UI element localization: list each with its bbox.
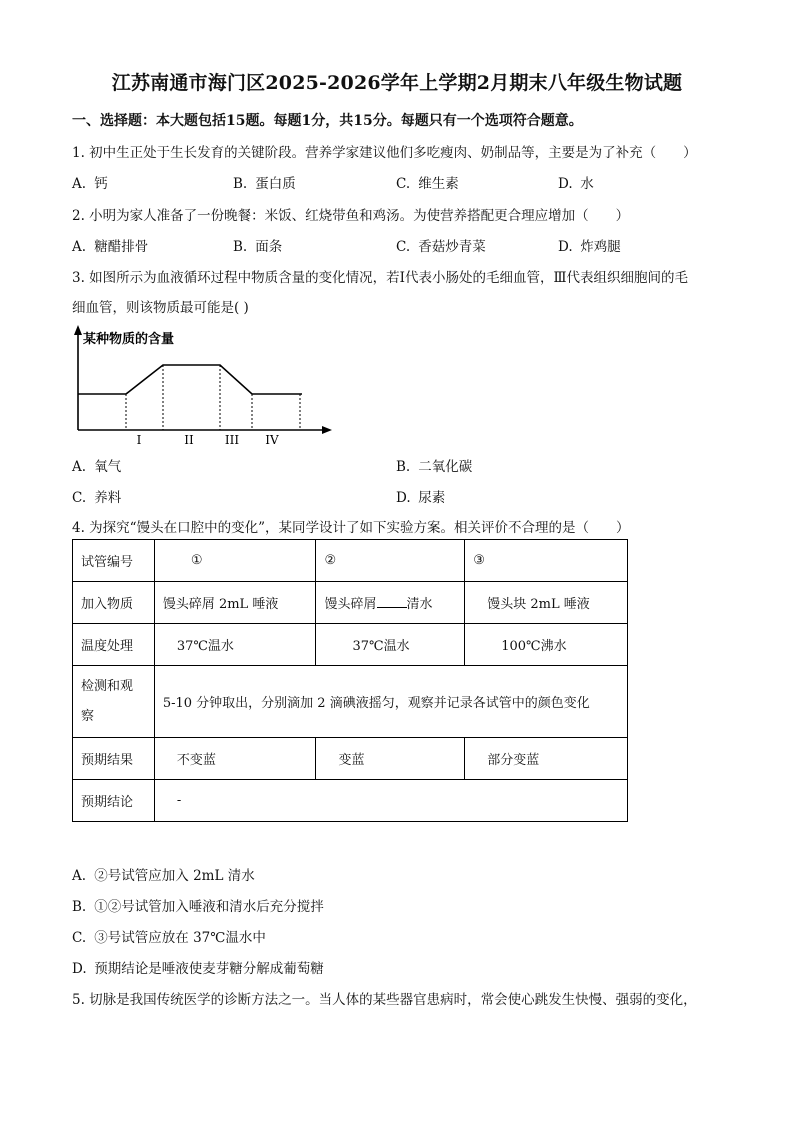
option-key: C. bbox=[396, 176, 411, 192]
page-title: 江苏南通市海门区2025-2026学年上学期2月期末八年级生物试题 bbox=[111, 72, 683, 94]
question-4-stem: 4. 为探究“馒头在口腔中的变化”，某同学设计了如下实验方案。相关评价不合理的是（ ） bbox=[72, 520, 630, 536]
table-cell-merged: 5-10 分钟取出，分别滴加 2 滴碘液摇匀，观察并记录各试管中的颜色变化 bbox=[154, 666, 627, 738]
table-row bbox=[73, 738, 628, 780]
option-text: 维生素 bbox=[418, 176, 459, 192]
option-key: A. bbox=[72, 239, 87, 255]
option-key: B. bbox=[396, 459, 411, 475]
row-label bbox=[73, 666, 155, 738]
option-text: 氧气 bbox=[94, 459, 122, 475]
cell-text: 馒头碎屑 bbox=[324, 597, 377, 612]
q2-option-a[interactable] bbox=[72, 235, 148, 255]
table-row bbox=[73, 540, 628, 582]
q2-option-c[interactable] bbox=[396, 235, 486, 255]
q3-option-b[interactable] bbox=[396, 455, 472, 475]
q4-option-a[interactable] bbox=[72, 864, 255, 884]
option-key: B. bbox=[72, 899, 87, 915]
q3-option-d[interactable] bbox=[396, 486, 445, 506]
q4-option-d[interactable] bbox=[72, 957, 324, 977]
y-axis-arrow bbox=[74, 325, 82, 335]
region-label-i: I bbox=[136, 433, 142, 447]
experiment-table bbox=[72, 539, 628, 822]
table-cell: 37℃温水 bbox=[316, 624, 465, 666]
table-cell: ① bbox=[154, 540, 316, 582]
substance-content-chart bbox=[68, 322, 338, 452]
q2-option-d[interactable] bbox=[558, 235, 621, 255]
cell-text: 清水 bbox=[406, 597, 433, 612]
q3-option-a[interactable] bbox=[72, 455, 121, 475]
option-key: D. bbox=[558, 239, 573, 255]
table-cell-merged: - bbox=[154, 780, 627, 822]
option-text: 糖醋排骨 bbox=[94, 239, 149, 255]
option-key: B. bbox=[233, 239, 248, 255]
option-key: C. bbox=[396, 239, 411, 255]
q1-option-b[interactable] bbox=[233, 172, 296, 192]
option-text: ①②号试管加入唾液和清水后充分搅拌 bbox=[94, 899, 324, 915]
table-cell: 37℃温水 bbox=[154, 624, 316, 666]
q4-option-b[interactable] bbox=[72, 895, 324, 915]
region-label-iv: IV bbox=[265, 433, 279, 447]
content-curve bbox=[78, 365, 302, 394]
y-axis-label: 某种物质的含量 bbox=[83, 332, 175, 347]
option-key: C. bbox=[72, 490, 87, 506]
table-cell: 馒头块 2mL 唾液 bbox=[465, 582, 628, 624]
table-cell bbox=[316, 582, 465, 624]
row-label: 预期结果 bbox=[73, 738, 155, 780]
option-text: 钙 bbox=[94, 176, 108, 192]
region-label-ii: II bbox=[184, 433, 194, 447]
table-cell: 不变蓝 bbox=[154, 738, 316, 780]
option-text: 水 bbox=[580, 176, 594, 192]
option-key: D. bbox=[72, 961, 87, 977]
option-key: A. bbox=[72, 459, 87, 475]
option-text: ③号试管应放在 37℃温水中 bbox=[94, 930, 266, 946]
q1-option-d[interactable] bbox=[558, 172, 594, 192]
region-label-iii: III bbox=[224, 433, 240, 447]
option-text: 面条 bbox=[255, 239, 283, 255]
option-text: 香菇炒青菜 bbox=[418, 239, 486, 255]
option-text: 炸鸡腿 bbox=[580, 239, 621, 255]
table-cell: ② bbox=[316, 540, 465, 582]
row-label: 温度处理 bbox=[73, 624, 155, 666]
option-text: 养料 bbox=[94, 490, 122, 506]
table-row bbox=[73, 780, 628, 822]
row-label-line: 检测和观 bbox=[81, 678, 134, 694]
q1-option-c[interactable] bbox=[396, 172, 459, 192]
table-cell: ③ bbox=[465, 540, 628, 582]
option-key: A. bbox=[72, 868, 87, 884]
q4-option-c[interactable] bbox=[72, 926, 266, 946]
table-cell: 馒头碎屑 2mL 唾液 bbox=[154, 582, 316, 624]
question-3-stem-line1: 3. 如图所示为血液循环过程中物质含量的变化情况，若Ⅰ代表小肠处的毛细血管，Ⅲ代表组织细胞间的毛 bbox=[72, 270, 689, 286]
q1-option-a[interactable] bbox=[72, 172, 108, 192]
option-text: ②号试管应加入 2mL 清水 bbox=[94, 868, 255, 884]
x-axis-arrow bbox=[322, 426, 332, 434]
table-cell: 变蓝 bbox=[316, 738, 465, 780]
table-cell: 100℃沸水 bbox=[465, 624, 628, 666]
question-3-stem-line2: 细血管，则该物质最可能是( ) bbox=[72, 300, 249, 316]
row-label: 加入物质 bbox=[73, 582, 155, 624]
option-text: 预期结论是唾液使麦芽糖分解成葡萄糖 bbox=[94, 961, 324, 977]
q3-option-c[interactable] bbox=[72, 486, 121, 506]
option-text: 蛋白质 bbox=[255, 176, 296, 192]
row-label-line: 察 bbox=[81, 708, 95, 724]
row-label: 预期结论 bbox=[73, 780, 155, 822]
option-text: 二氧化碳 bbox=[418, 459, 473, 475]
blank-underline bbox=[377, 595, 407, 608]
question-2-stem: 2. 小明为家人准备了一份晚餐：米饭、红烧带鱼和鸡汤。为使营养搭配更合理应增加（ ） bbox=[72, 208, 630, 224]
question-1-stem: 1. 初中生正处于生长发育的关键阶段。营养学家建议他们多吃瘦肉、奶制品等，主要是为了补充（ ） bbox=[72, 145, 697, 161]
option-key: D. bbox=[558, 176, 573, 192]
table-row bbox=[73, 624, 628, 666]
option-text: 尿素 bbox=[418, 490, 446, 506]
section-heading: 一、选择题：本大题包括15题。每题1分，共15分。每题只有一个选项符合题意。 bbox=[72, 113, 583, 129]
option-key: B. bbox=[233, 176, 248, 192]
table-row bbox=[73, 582, 628, 624]
option-key: A. bbox=[72, 176, 87, 192]
row-label: 试管编号 bbox=[73, 540, 155, 582]
option-key: D. bbox=[396, 490, 411, 506]
table-row bbox=[73, 666, 628, 738]
table-cell: 部分变蓝 bbox=[465, 738, 628, 780]
question-5-stem: 5. 切脉是我国传统医学的诊断方法之一。当人体的某些器官患病时，常会使心跳发生快慢、强弱的变化， bbox=[72, 992, 697, 1008]
q2-option-b[interactable] bbox=[233, 235, 282, 255]
option-key: C. bbox=[72, 930, 87, 946]
